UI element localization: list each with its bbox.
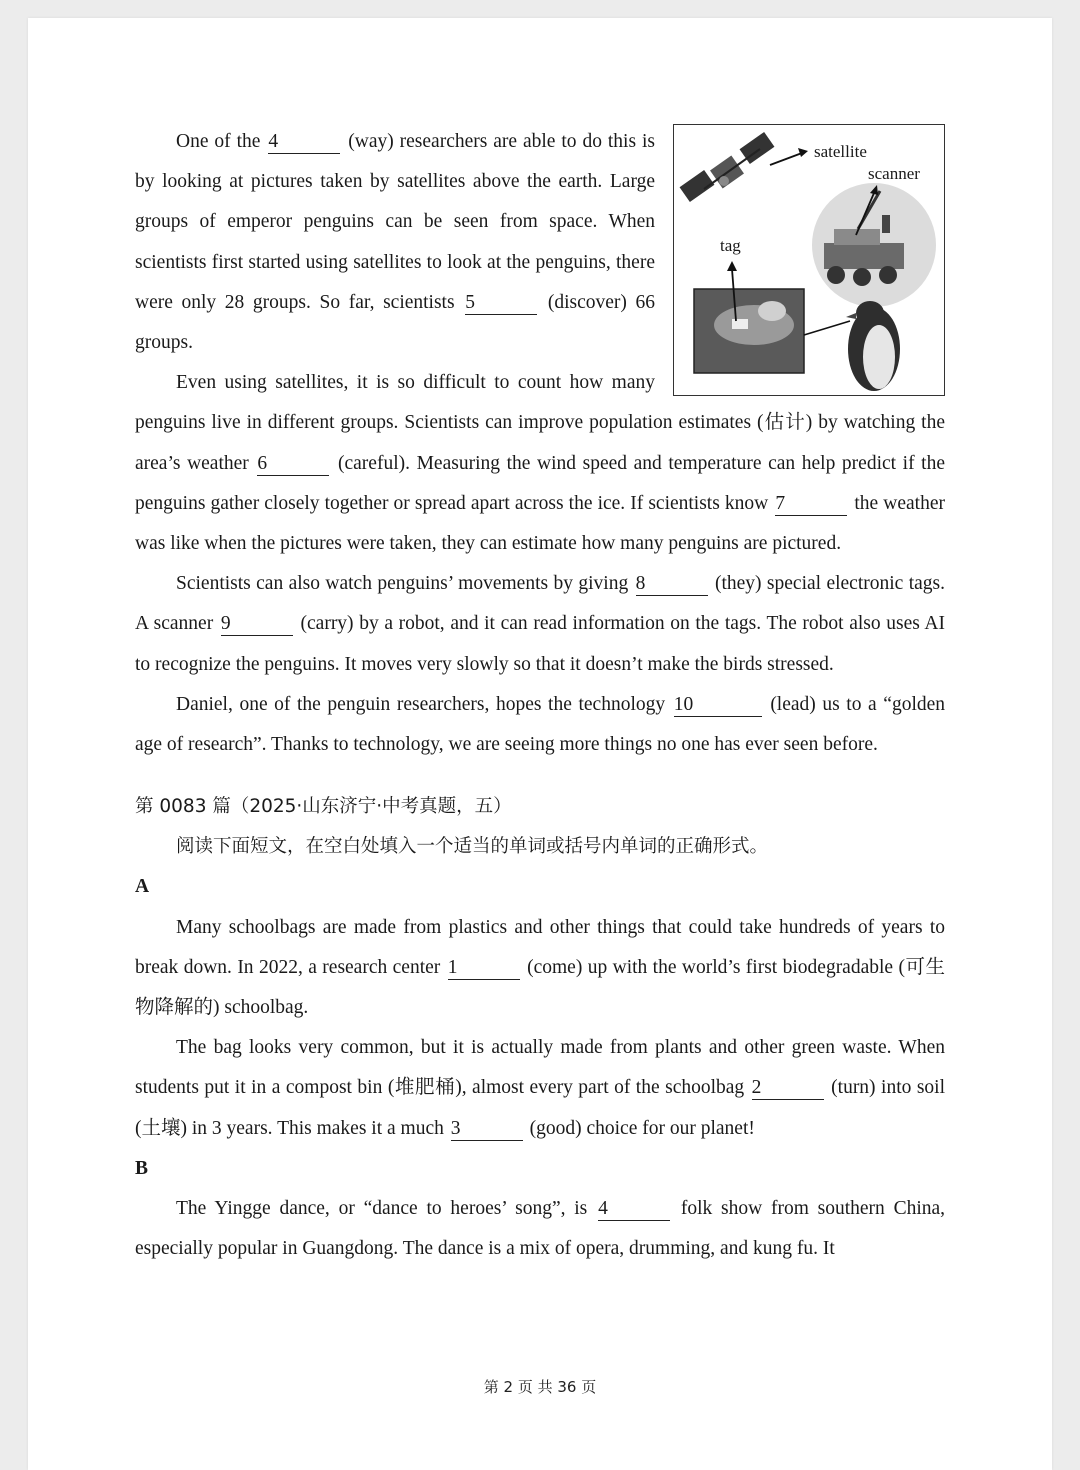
document-page (28, 18, 1052, 1470)
text-run: (carry) by a robot, and it can read information on the tags. The robot also uses AI to recognize the penguins. It moves very slowly so that it doesn’t make the birds stressed. (135, 613, 946, 675)
text-run: (good) choice for our planet! (529, 1117, 755, 1139)
figure-label-scanner: scanner (868, 164, 920, 183)
text-run: (way) researchers are able to do this is by looking at pictures taken by satellites above the earth. Large groups of emperor penguins can be seen from space. When scientists first started using satellites to look at the penguins, there were only 28 groups. So far, scientists (135, 131, 655, 313)
part-b-paragraph-1 (135, 1189, 945, 1269)
answer-blank-1: 1 (448, 957, 520, 980)
text-run: folk show from southern China, especially popular in Guangdong. The dance is a mix of opera, drumming, and kung fu. It (135, 1198, 946, 1260)
part-a-paragraph-2 (135, 1028, 945, 1149)
text-run: (they) special electronic tags. A scanner (135, 573, 946, 635)
tag-photo-icon (694, 289, 804, 373)
text-run: The Yingge dance, or “dance to heroes’ song”, is (176, 1198, 588, 1220)
figure-label-tag: tag (720, 236, 741, 255)
penguin-technology-figure (673, 124, 945, 396)
figure-label-satellite: satellite (814, 142, 867, 161)
section-title: 第 0083 篇（2025·山东济宁·中考真题，五） (135, 796, 512, 818)
text-run: Daniel, one of the penguin researchers, hopes the technology (176, 693, 666, 715)
text-run: Scientists can also watch penguins’ movements by giving (176, 573, 629, 595)
robot-scanner-icon (812, 183, 936, 307)
text-run: Even using satellites, it is so difficult to count how many penguins live in different groups. Scientists can improve population estimates (估计) by watching the area’s weather (135, 372, 945, 474)
text-run: (come) up with the world’s first biodegradable (可生物降解的) schoolbag. (135, 956, 946, 1019)
text-run: The bag looks very common, but it is actually made from plants and other green waste. When students put it in a compost bin (堆肥桶), almost every part of the schoolbag (135, 1037, 945, 1099)
answer-blank-7: 7 (775, 493, 847, 516)
answer-blank-9: 9 (221, 613, 293, 636)
answer-blank-b4: 4 (598, 1198, 670, 1221)
text-run: Many schoolbags are made from plastics and other things that could take hundreds of years to break down. In 2022, a research center (135, 916, 945, 978)
text-run: (lead) us to a “golden age of research”. Thanks to technology, we are seeing more things no one has ever seen before. (135, 693, 946, 756)
answer-blank-10: 10 (674, 694, 762, 717)
answer-blank-5: 5 (465, 292, 537, 315)
page-content (135, 122, 945, 1269)
passage1-paragraph-3 (135, 564, 945, 685)
answer-blank-4: 4 (268, 131, 340, 154)
answer-blank-3: 3 (451, 1118, 523, 1141)
answer-blank-2: 2 (752, 1077, 824, 1100)
text-run: (careful). Measuring the wind speed and temperature can help predict if the penguins gather closely together or spread apart across the ice. If scientists know (135, 452, 946, 514)
text-run: One of the (176, 131, 261, 152)
text-run: (discover) 66 groups. (135, 291, 655, 354)
part-b-heading: B (135, 1157, 149, 1179)
part-a-heading: A (135, 876, 150, 898)
part-a-paragraph-1 (135, 908, 945, 1029)
section-instruction: 阅读下面短文，在空白处填入一个适当的单词或括号内单词的正确形式。 (176, 836, 769, 858)
satellite-icon (680, 132, 775, 202)
answer-blank-6: 6 (257, 453, 329, 476)
text-run: the weather was like when the pictures were taken, they can estimate how many penguins are pictured. (135, 492, 945, 555)
page-footer: 第 2 页 共 36 页 (483, 1378, 597, 1396)
answer-blank-8: 8 (636, 573, 708, 596)
passage1-paragraph-4 (135, 685, 945, 765)
text-run: (turn) into soil (土壤) in 3 years. This makes it a much (135, 1077, 946, 1139)
penguin-icon (846, 301, 900, 391)
